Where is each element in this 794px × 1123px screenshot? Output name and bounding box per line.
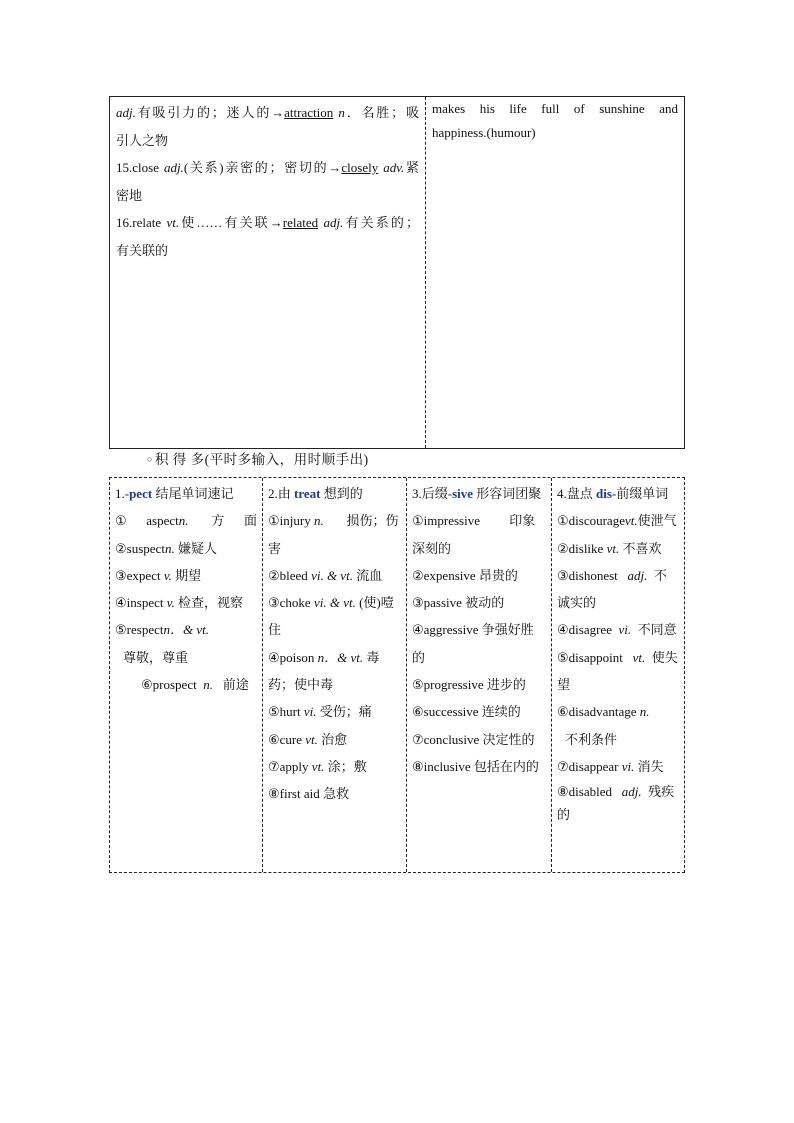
word-item: ⑦disappear vi. 消失 <box>557 758 664 774</box>
word-item: ②expensive 昂贵的 <box>412 567 518 583</box>
word-item: ②dislike vt. 不喜欢 <box>557 540 662 556</box>
word-item: ⑤respectn．& vt. 尊敬，尊重 <box>115 622 209 665</box>
word-item: ⑥disadvantage n. 不利条件 <box>557 704 650 747</box>
word-item: ⑤hurt vi. 受伤；痛 <box>268 704 372 720</box>
line-relate: 16.relate vt.使……有关联→related adj.有关系的； <box>116 215 419 230</box>
humour-sentence-line1: makes his life full of sunshine and <box>432 101 678 116</box>
word-item: ⑥successive 连续的 <box>412 704 521 720</box>
line-attractive: adj.有吸引力的；迷人的→attraction n．名胜；吸 <box>116 105 419 120</box>
column-sive <box>406 478 551 872</box>
word-item: ②suspectn. 嫌疑人 <box>115 540 217 556</box>
word-item: ④disagree vi. 不同意 <box>557 622 677 638</box>
vocab-table-top <box>109 96 685 449</box>
column-title: 1.-pect 结尾单词速记 <box>115 486 234 501</box>
word-item: ④poison n．& vt. 毒药；使中毒 <box>268 649 380 693</box>
word-item: ①impressive 印象深刻的 <box>412 513 536 556</box>
humour-sentence-line2: happiness.(humour) <box>432 125 536 140</box>
word-item: ①discouragevt.使泄气 <box>557 513 677 529</box>
column-title: 2.由 treat 想到的 <box>268 486 363 501</box>
column-title: 3.后缀-sive 形容词团聚 <box>412 486 542 501</box>
column-pect <box>110 478 262 872</box>
word-item: ①aspectn. 方面 <box>115 513 257 529</box>
line-related-cont: 有关联的 <box>116 242 169 258</box>
column-title: 4.盘点 dis-前缀单词 <box>557 486 669 501</box>
word-item: ③choke vi. & vt. (使)噎住 <box>268 595 394 638</box>
top-table-left-cell <box>110 97 426 448</box>
word-item: ⑦conclusive 决定性的 <box>412 731 535 747</box>
line-close: 15.close adj.(关系)亲密的；密切的→closely adv.紧 <box>116 160 419 175</box>
line-closely-cont: 密地 <box>116 187 143 203</box>
word-item: ⑧disabled adj. 残疾的 <box>557 784 675 823</box>
word-item: ⑧first aid 急救 <box>268 786 349 802</box>
word-item: ⑧inclusive 包括在内的 <box>412 758 539 774</box>
column-dis <box>551 478 684 872</box>
section-heading: ○ 积 得 多(平时多输入，用时顺手出) <box>147 452 369 467</box>
word-item: ②bleed vi. & vt. 流血 <box>268 567 383 583</box>
word-item: ⑥prospect n. 前途 <box>141 677 249 693</box>
word-item: ④aggressive 争强好胜的 <box>412 622 534 665</box>
word-item: ③passive 被动的 <box>412 595 505 611</box>
circle-bullet-icon: ○ <box>147 454 153 464</box>
line-attraction-cont: 引人之物 <box>116 132 169 148</box>
word-item: ⑤disappoint vt. 使失望 <box>557 649 678 693</box>
top-table-right-cell <box>426 97 684 448</box>
word-item: ⑥cure vt. 治愈 <box>268 731 348 747</box>
column-treat <box>262 478 406 872</box>
word-item: ⑦apply vt. 涂；敷 <box>268 758 367 774</box>
word-item: ①injury n. 损伤；伤害 <box>268 513 399 556</box>
word-groups-grid <box>109 477 685 873</box>
word-item: ④inspect v. 检查，视察 <box>115 595 244 611</box>
word-item: ③expect v. 期望 <box>115 567 202 583</box>
word-item: ③dishonest adj. 不诚实的 <box>557 567 667 611</box>
word-item: ⑤progressive 进步的 <box>412 677 526 693</box>
